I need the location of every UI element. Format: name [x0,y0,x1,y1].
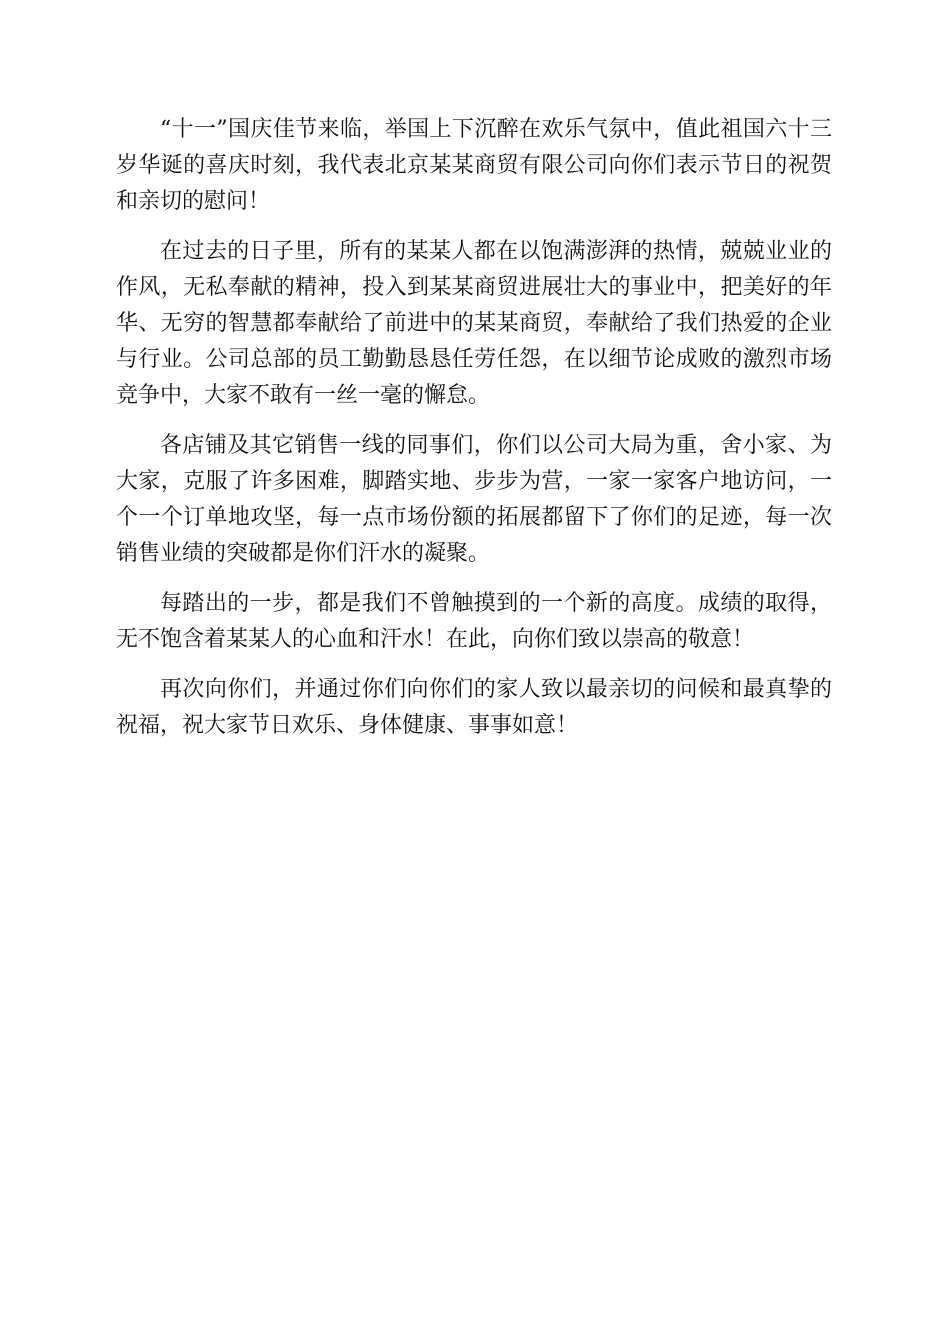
paragraph-1: “十一”国庆佳节来临，举国上下沉醉在欢乐气氛中，值此祖国六十三岁华诞的喜庆时刻，我代表北京某某商贸有限公司向你们表示节日的祝贺和亲切的慰问！ [116,117,832,214]
paragraph-2: 在过去的日子里，所有的某某人都在以饱满澎湃的热情，兢兢业业的作风，无私奉献的精神，投入到某某商贸进展壮大的事业中，把美好的年华、无穷的智慧都奉献给了前进中的某某商贸，奉献给了我们热爱的企业与行业。公司总部的员工勤勤恳恳任劳任怨，在以细节论成败的激烈市场竞争中，大家不敢有一丝一毫的懈怠。 [116,239,832,408]
paragraph-3: 各店铺及其它销售一线的同事们，你们以公司大局为重，舍小家、为大家，克服了许多困难，脚踏实地、步步为营，一家一家客户地访问，一个一个订单地攻坚，每一点市场份额的拓展都留下了你们的足迹，每一次销售业绩的突破都是你们汗水的凝聚。 [116,433,832,566]
document-body [116,112,832,758]
paragraph-5: 再次向你们，并通过你们向你们的家人致以最亲切的问候和最真挚的祝福，祝大家节日欢乐、身体健康、事事如意！ [116,677,832,738]
paragraph-4: 每踏出的一步，都是我们不曾触摸到的一个新的高度。成绩的取得，无不饱含着某某人的心血和汗水！在此，向你们致以崇高的敬意！ [116,591,832,652]
